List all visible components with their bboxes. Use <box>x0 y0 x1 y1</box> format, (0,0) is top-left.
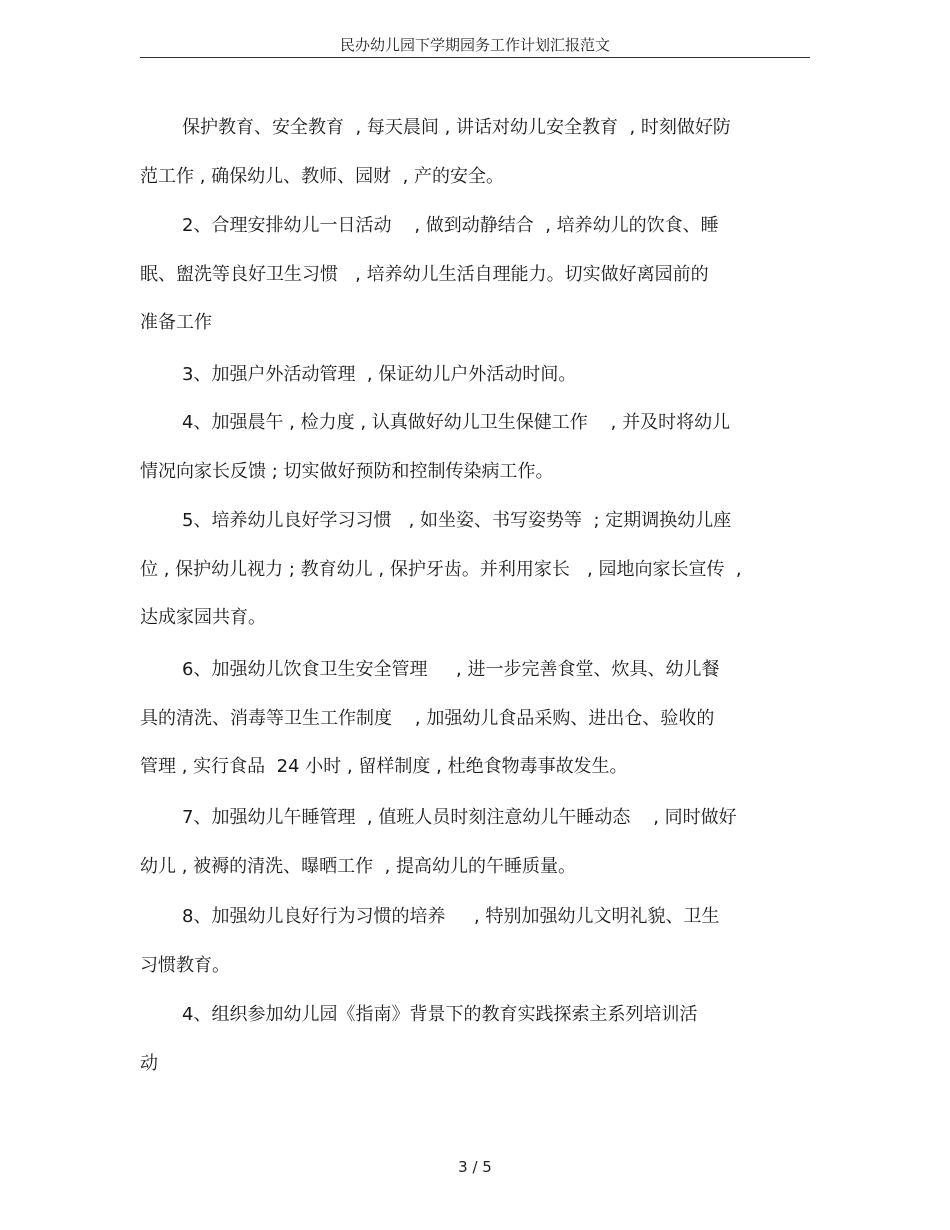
paragraph-line: 准备工作 <box>140 312 212 333</box>
paragraph-line: 4、组织参加幼儿园《指南》背景下的教育实践探索主系列培训活 <box>182 1004 698 1025</box>
paragraph-line: 8、加强幼儿良好行为习惯的培养 , 特别加强幼儿文明礼貌、卫生 <box>182 906 720 927</box>
paragraph-line: 动 <box>140 1052 158 1074</box>
paragraph <box>140 794 820 891</box>
paragraph-line: 5、培养幼儿良好学习习惯 , 如坐姿、书写姿势等 ; 定期调换幼儿座 <box>182 510 732 531</box>
paragraph-line: 管理 , 实行食品 24 小时 , 留样制度 , 杜绝食物毒事故发生。 <box>140 756 628 777</box>
paragraph <box>140 202 820 348</box>
paragraph <box>140 497 820 643</box>
paragraph-line: 幼儿 , 被褥的清洗、曝晒工作 , 提高幼儿的午睡质量。 <box>140 855 577 877</box>
paragraph-line: 3、加强户外活动管理 , 保证幼儿户外活动时间。 <box>182 364 577 385</box>
paragraph-line: 达成家园共育。 <box>140 607 266 628</box>
header-rule <box>140 57 810 58</box>
paragraph <box>140 646 820 792</box>
paragraph-line: 7、加强幼儿午睡管理 , 值班人员时刻注意幼儿午睡动态 , 同时做好 <box>182 807 737 828</box>
paragraph <box>140 104 820 201</box>
paragraph-line: 具的清洗、消毒等卫生工作制度 , 加强幼儿食品采购、进出仓、验收的 <box>140 707 715 729</box>
paragraph-line: 6、加强幼儿饮食卫生安全管理 , 进一步完善食堂、炊具、幼儿餐 <box>182 659 720 680</box>
paragraph <box>140 399 820 496</box>
paragraph-line: 保护教育、安全教育 , 每天晨间 , 讲话对幼儿安全教育 , 时刻做好防 <box>182 117 731 138</box>
page-number: 3 / 5 <box>458 1158 492 1176</box>
paragraph <box>140 893 820 990</box>
paragraph-line: 位 , 保护幼儿视力 ; 教育幼儿 , 保护牙齿。并利用家长 , 园地向家长宣传 , <box>140 558 742 580</box>
paragraph-line: 4、加强晨午 , 检力度 , 认真做好幼儿卫生保健工作 , 并及时将幼儿 <box>182 412 731 433</box>
paragraph-line: 习惯教育。 <box>140 954 230 976</box>
paragraph <box>140 351 820 400</box>
paragraph-line: 眠、盥洗等良好卫生习惯 , 培养幼儿生活自理能力。切实做好离园前的 <box>140 263 709 285</box>
page-header-title: 民办幼儿园下学期园务工作计划汇报范文 <box>339 36 610 54</box>
paragraph-line: 2、合理安排幼儿一日活动 , 做到动静结合 , 培养幼儿的饮食、睡 <box>182 215 719 236</box>
paragraph-line: 范工作 , 确保幼儿、教师、园财 , 产的安全。 <box>140 165 505 187</box>
paragraph-line: 情况向家长反馈 ; 切实做好预防和控制传染病工作。 <box>140 460 554 482</box>
paragraph <box>140 991 820 1088</box>
